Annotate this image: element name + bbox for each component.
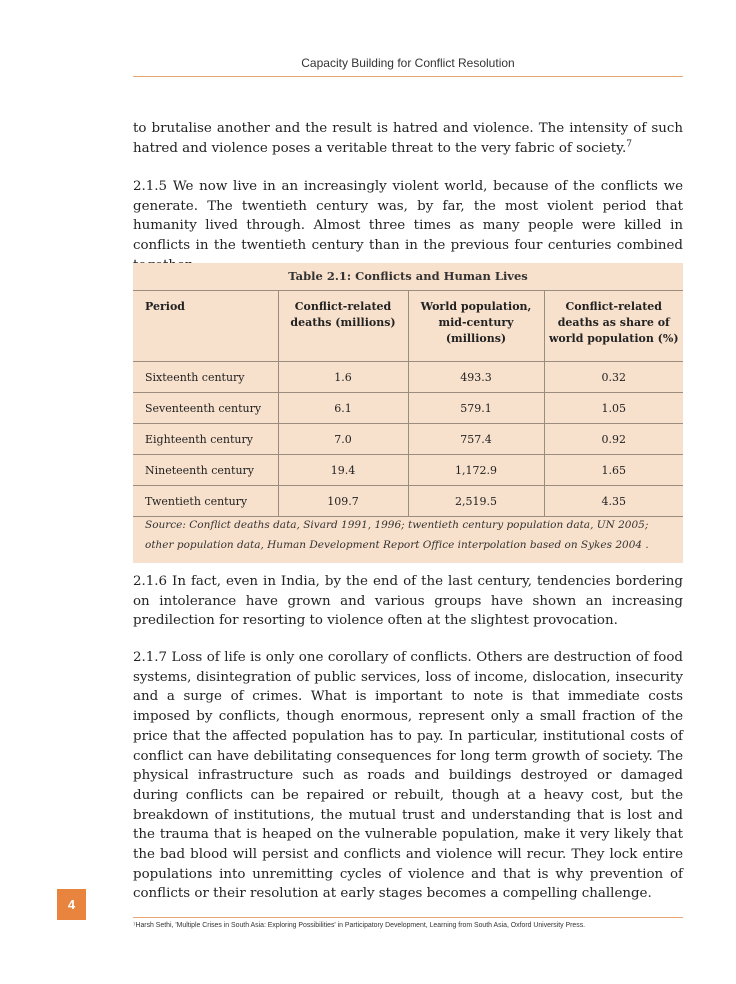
paragraph-2-1-7: 2.1.7 Loss of life is only one corollary of conflicts. Others are destruction of food systems, disintegration of public services, loss of income, dislocation, insecurity and a surge of crimes. What is important to note is that immediate costs imposed by conflicts, though enormous, represent only a small fraction of the price that the affected population has to pay. In particular, institutional costs of conflict can have debilitating consequences for long term growth of society. The physical infrastructure such as roads and buildings destroyed or damaged during conflicts can be repaired or rebuilt, though at a heavy cost, but the breakdown of institutions, the mutual trust and understanding that is lost and the trauma that is heaped on the vulnerable population, make it very likely that the bad blood will persist and conflicts and violence will recur. They lock entire populations into unremitting cycles of violence and that is why prevention of conflicts or their resolution at early stages becomes a compelling challenge.: [133, 650, 683, 902]
page-number-badge: 4: [57, 889, 86, 920]
paragraph-2-1-5: 2.1.5 We now live in an increasingly violent world, because of the conflicts we generate. The twentieth century was, by far, the most violent period that humanity lived through. Almost three times as many people were killed in conflicts in the twentieth century than in the previous four centuries combined: [133, 179, 683, 254]
header-period: Period: [133, 291, 278, 362]
cell-period: Twentieth century: [133, 486, 278, 517]
header-rule: [133, 76, 683, 77]
cell-period: Sixteenth century: [133, 362, 278, 393]
cell-share: 0.32: [544, 362, 683, 393]
cell-deaths: 7.0: [278, 424, 408, 455]
table-row: [133, 486, 683, 517]
cell-deaths: 109.7: [278, 486, 408, 517]
paragraph-intro-text: to brutalise another and the result is hatred and violence. The intensity of such hatred and violence poses a veritable threat to the very fabric of society.: [133, 121, 683, 156]
cell-share: 0.92: [544, 424, 683, 455]
table-row: [133, 393, 683, 424]
table-source-note: Source: Conflict deaths data, Sivard 1991, 1996; twentieth century population data, UN 2005; other population data, Human Development Report Office interpolation based on Sykes 2004 .: [145, 519, 649, 551]
header-share: Conflict-related deaths as share of world population (%): [544, 291, 683, 362]
paragraph-2-1-6: 2.1.6 In fact, even in India, by the end of the last century, tendencies bordering on intolerance have grown and various groups have shown an increasing predilection for resorting to violence often at the slightest provocation.: [133, 574, 683, 629]
table-header-row: [133, 291, 683, 362]
header-population: World population, mid-century (millions): [408, 291, 544, 362]
cell-period: Seventeenth century: [133, 393, 278, 424]
running-header: Capacity Building for Conflict Resolution: [301, 56, 515, 70]
cell-deaths: 6.1: [278, 393, 408, 424]
table-row: [133, 455, 683, 486]
table-title: Table 2.1: Conflicts and Human Lives: [288, 269, 528, 283]
cell-population: 493.3: [408, 362, 544, 393]
cell-share: 4.35: [544, 486, 683, 517]
cell-share: 1.65: [544, 455, 683, 486]
cell-population: 579.1: [408, 393, 544, 424]
cell-deaths: 1.6: [278, 362, 408, 393]
cell-share: 1.05: [544, 393, 683, 424]
paragraph-intro: [133, 119, 683, 158]
footnote-ref: 7: [626, 139, 632, 150]
table-2-1: [133, 263, 683, 563]
cell-period: Eighteenth century: [133, 424, 278, 455]
cell-population: 757.4: [408, 424, 544, 455]
table-row: [133, 362, 683, 393]
footnote-rule: [133, 917, 683, 918]
cell-population: 2,519.5: [408, 486, 544, 517]
cell-population: 1,172.9: [408, 455, 544, 486]
header-deaths: Conflict-related deaths (millions): [278, 291, 408, 362]
data-table: [133, 290, 683, 517]
footnote: ⁷Harsh Sethi, 'Multiple Crises in South Asia: Exploring Possibilities' in Participatory Development, Learning from South Asia, Oxford University Press.: [133, 922, 586, 929]
cell-period: Nineteenth century: [133, 455, 278, 486]
cell-deaths: 19.4: [278, 455, 408, 486]
table-row: [133, 424, 683, 455]
